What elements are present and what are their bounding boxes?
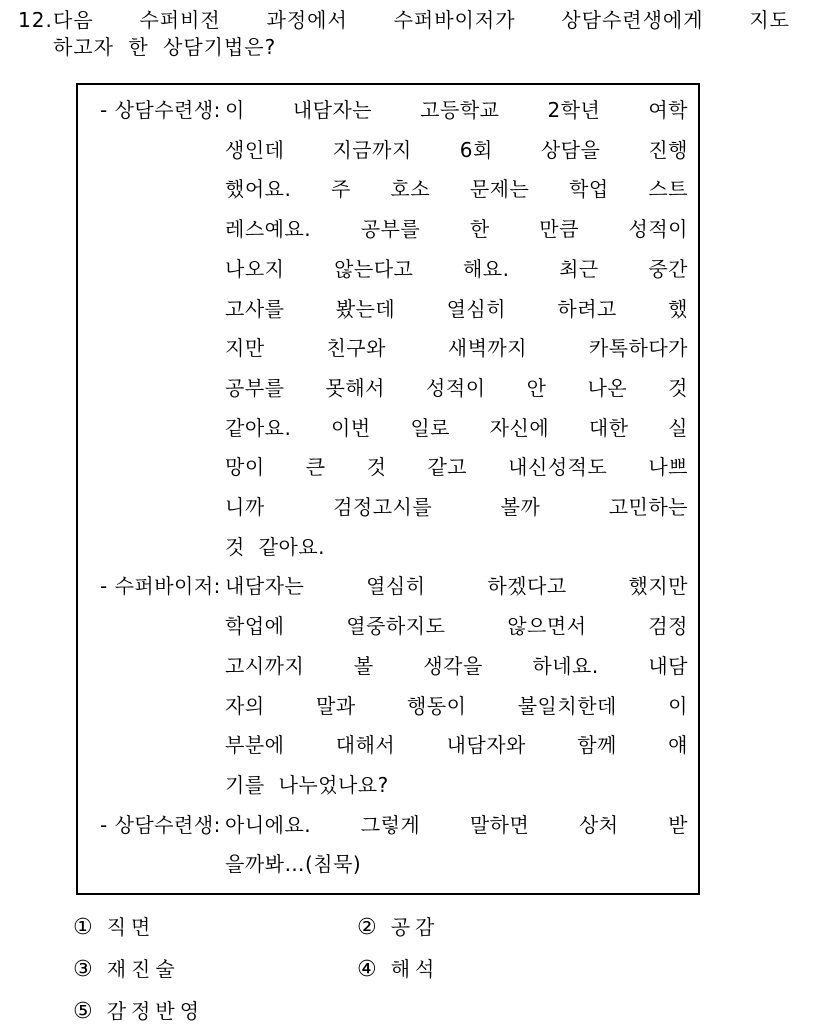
speaker-label: - 상담수련생: bbox=[100, 98, 221, 122]
speech-lines bbox=[225, 806, 688, 885]
option-label: 해석 bbox=[390, 957, 440, 981]
dialogue-line: 지만 친구와 새벽까지 카톡하다가 bbox=[225, 336, 688, 361]
dialogue-line: 을까봐…(침묵) bbox=[225, 852, 362, 877]
question-number: 12. bbox=[18, 8, 53, 32]
option-label: 공감 bbox=[390, 915, 440, 939]
option-marker: ③ bbox=[73, 957, 93, 982]
dialogue-line: 했어요. 주 호소 문제는 학업 스트 bbox=[225, 177, 688, 202]
option-marker: ④ bbox=[357, 957, 377, 982]
dialogue-box bbox=[76, 83, 700, 895]
dialogue-line: 아니에요. 그렇게 말하면 상처 받 bbox=[225, 812, 688, 837]
dialogue-entry bbox=[100, 91, 688, 567]
dialogue-line: 내담자는 열심히 하겠다고 했지만 bbox=[225, 574, 688, 599]
question-line: 하고자 한 상담기법은? bbox=[53, 35, 277, 59]
dialogue-line: 망이 큰 것 같고 내신성적도 나쁘 bbox=[225, 455, 688, 480]
option-marker: ① bbox=[73, 915, 93, 940]
speech-lines bbox=[225, 567, 688, 805]
dialogue-line: 이 내담자는 고등학교 2학년 여학 bbox=[225, 98, 688, 122]
speaker-label: - 상담수련생: bbox=[100, 812, 221, 837]
dialogue-line: 부분에 대해서 내담자와 함께 얘 bbox=[225, 733, 688, 758]
dialogue-line: 학업에 열중하지도 않으면서 검정 bbox=[225, 614, 688, 639]
question-text bbox=[53, 7, 790, 61]
option-item bbox=[73, 956, 180, 983]
option-marker: ② bbox=[357, 915, 377, 940]
dialogue-entry bbox=[100, 567, 688, 805]
dialogue-line: 자의 말과 행동이 불일치한데 이 bbox=[225, 693, 688, 718]
dialogue-line: 고사를 봤는데 열심히 하려고 했 bbox=[225, 296, 688, 321]
dialogue-line: 생인데 지금까지 6회 상담을 진행 bbox=[225, 137, 688, 162]
option-marker: ⑤ bbox=[73, 999, 93, 1024]
dialogue-line: 나오지 않는다고 해요. 최근 중간 bbox=[225, 256, 688, 281]
question-line: 다음 수퍼비전 과정에서 수퍼바이저가 상담수련생에게 지도 bbox=[53, 8, 790, 32]
dialogue-line: 같아요. 이번 일로 자신에 대한 실 bbox=[225, 415, 688, 440]
option-item bbox=[357, 956, 439, 983]
dialogue-line: 고시까지 볼 생각을 하네요. 내담 bbox=[225, 653, 688, 678]
option-item bbox=[357, 914, 439, 941]
option-item bbox=[73, 998, 204, 1025]
dialogue-line: 공부를 못해서 성적이 안 나온 것 bbox=[225, 375, 688, 400]
speaker-label: - 수퍼바이저: bbox=[100, 574, 221, 599]
option-label: 직면 bbox=[106, 915, 156, 939]
speech-lines bbox=[225, 91, 688, 567]
option-label: 재진술 bbox=[106, 957, 180, 981]
option-item bbox=[73, 914, 155, 941]
dialogue-line: 니까 검정고시를 볼까 고민하는 bbox=[225, 495, 688, 520]
option-label: 감정반영 bbox=[106, 999, 205, 1023]
dialogue-line: 기를 나누었나요? bbox=[225, 772, 389, 797]
dialogue-line: 레스예요. 공부를 한 만큼 성적이 bbox=[225, 217, 688, 242]
dialogue-line: 것 같아요. bbox=[225, 534, 325, 559]
dialogue-entry bbox=[100, 806, 688, 885]
